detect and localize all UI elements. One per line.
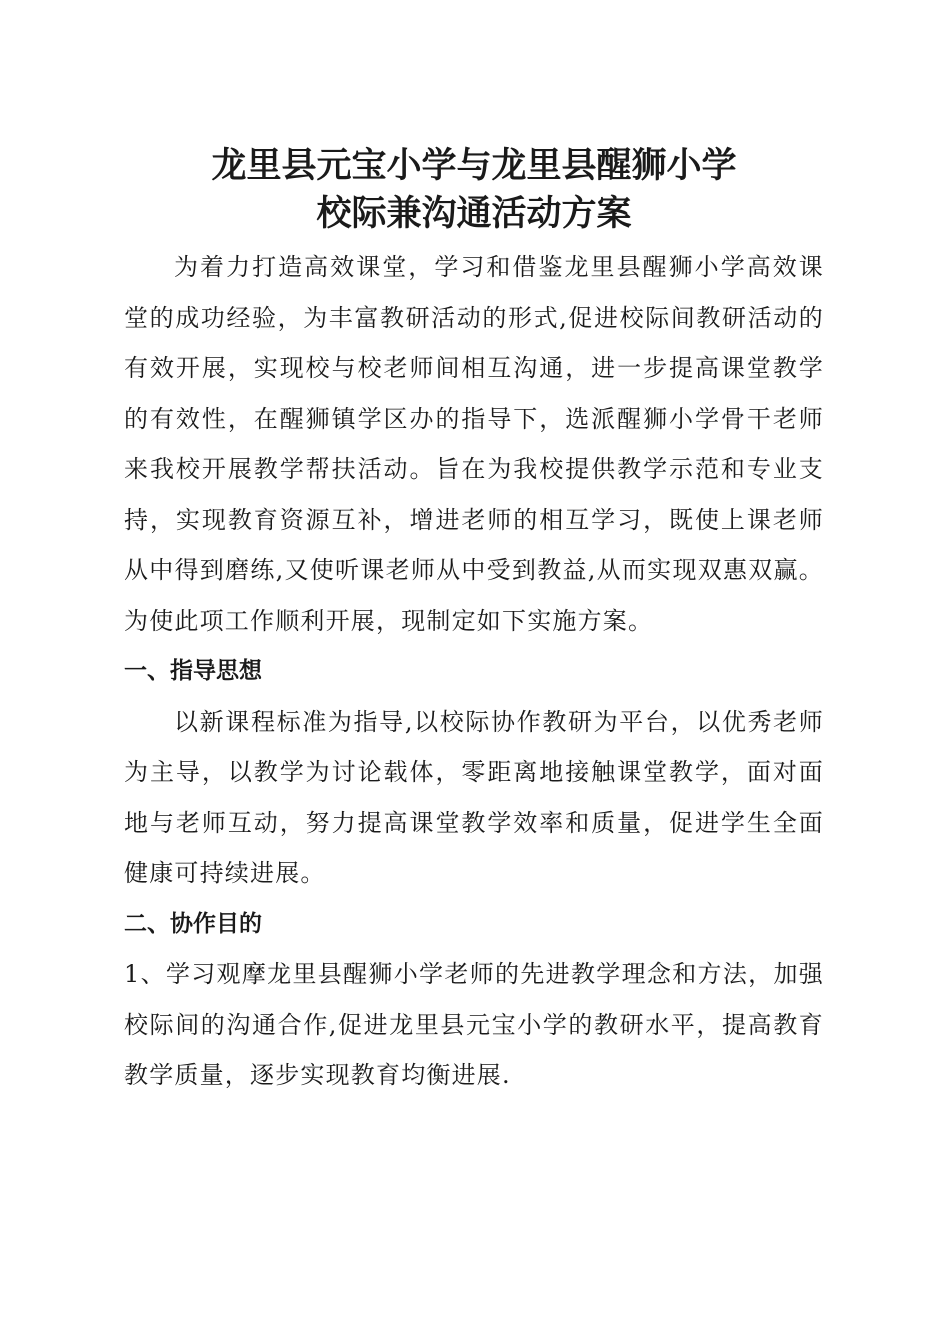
section-body-guiding-ideology: 以新课程标准为指导,以校际协作教研为平台，以优秀老师为主导，以教学为讨论载体，零距离地接触课堂教学，面对面地与老师互动，努力提高课堂教学效率和质量，促进学生全面健康可持续进展。 xyxy=(124,707,824,887)
section-heading-cooperation-purpose: 二、协作目的 xyxy=(124,910,262,937)
document-title-line-2: 校际兼沟通活动方案 xyxy=(316,194,632,234)
intro-paragraph: 为着力打造高效课堂，学习和借鉴龙里县醒狮小学高效课堂的成功经验，为丰富教研活动的形式,促进校际间教研活动的有效开展，实现校与校老师间相互沟通，进一步提高课堂教学的有效性，在醒狮镇学区办的指导下，选派醒狮小学骨干老师来我校开展教学帮扶活动。旨在为我校提供教学示范和专业支持，实现教育资源互补，增进老师的相互学习，既使上课老师从中得到磨练,又使听课老师从中受到教益,从而实现双惠双赢。为使此项工作顺利开展，现制定如下实施方案。 xyxy=(124,253,824,635)
document-page xyxy=(124,142,824,1101)
section-heading-guiding-ideology: 一、指导思想 xyxy=(124,658,262,684)
document-title-line-1: 龙里县元宝小学与龙里县醒狮小学 xyxy=(211,146,737,186)
section-item-cooperation-purpose-1: 1、学习观摩龙里县醒狮小学老师的先进教学理念和方法，加强校际间的沟通合作,促进龙里县元宝小学的教研水平，提高教育教学质量，逐步实现教育均衡进展. xyxy=(124,960,824,1089)
title-block xyxy=(124,142,824,238)
